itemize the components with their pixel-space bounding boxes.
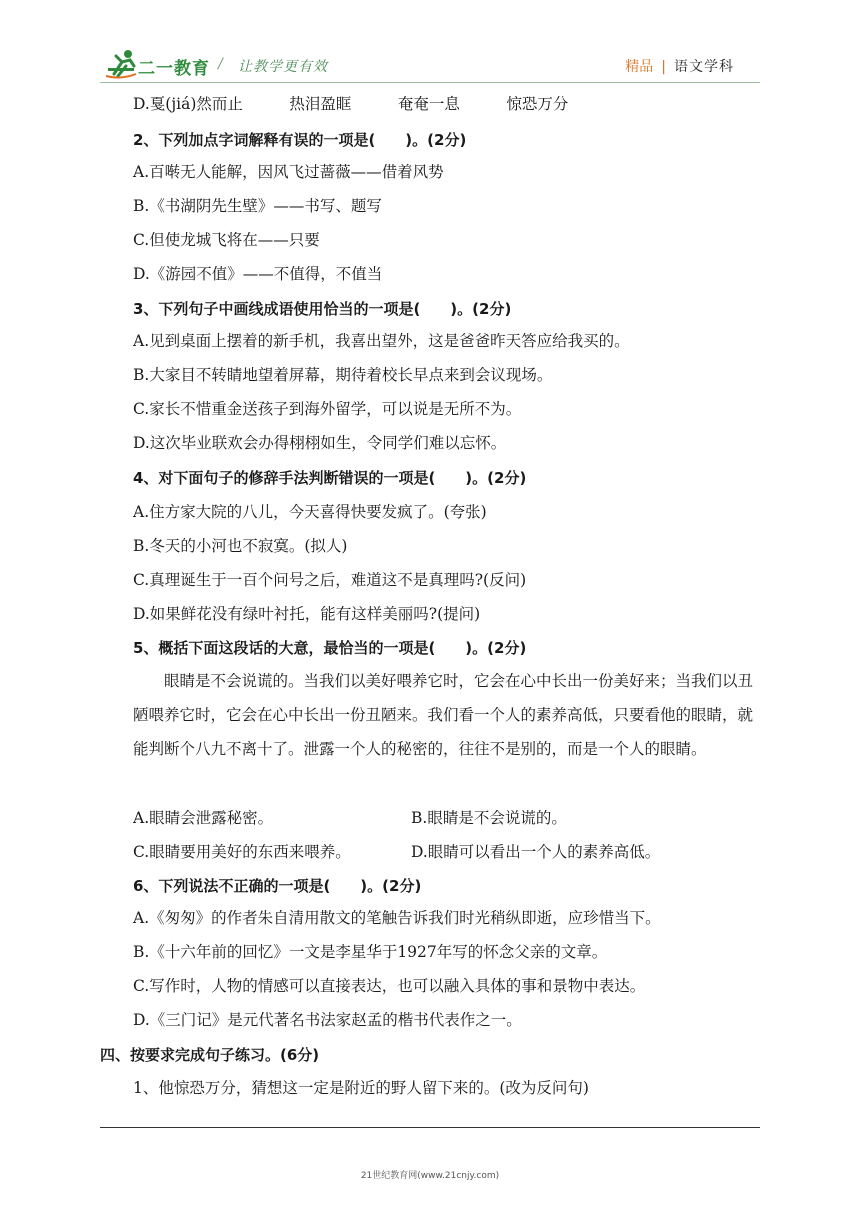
q5-option-c: C.眼睛要用美好的东西来喂养。	[133, 843, 351, 861]
question-5: 5、概括下面这段话的大意，最恰当的一项是( )。(2分)	[133, 639, 527, 657]
q6-option-d: D.《三门记》是元代著名书法家赵孟的楷书代表作之一。	[133, 1011, 522, 1029]
question-3: 3、下列句子中画线成语使用恰当的一项是( )。(2分)	[133, 300, 512, 318]
q2-option-b: B.《书湖阴先生壁》——书写、题写	[133, 197, 382, 215]
q3-option-d: D.这次毕业联欢会办得栩栩如生，令同学们难以忘怀。	[133, 434, 507, 452]
q5-passage: 眼睛是不会说谎的。当我们以美好喂养它时，它会在心中长出一份美好来；当我们以丑陋喂养它时，它会在心中长出一份丑陋来。我们看一个人的素养高低，只要看他的眼睛，就能判断个八九不离十了。泄露一个人的秘密的，往往不是别的，而是一个人的眼睛。	[133, 672, 754, 758]
header-slogan: 让教学更有效	[238, 59, 328, 75]
q2-option-a: A.百啭无人能解，因风飞过蔷薇——借着风势	[133, 163, 444, 181]
q3-option-a: A.见到桌面上摆着的新手机，我喜出望外，这是爸爸昨天答应给我买的。	[133, 332, 630, 350]
question-2: 2、下列加点字词解释有误的一项是( )。(2分)	[133, 131, 467, 149]
q3-option-b: B.大家目不转睛地望着屏幕，期待着校长早点来到会议现场。	[133, 366, 553, 384]
q4-option-a: A.住方家大院的八儿，今天喜得快要发疯了。(夸张)	[133, 503, 487, 521]
page-header	[0, 0, 860, 90]
q5-option-a: A.眼睛会泄露秘密。	[133, 809, 274, 827]
footer-rule	[100, 1127, 760, 1128]
logo-text: 二一教育	[138, 59, 210, 79]
q3-option-c: C.家长不惜重金送孩子到海外留学，可以说是无所不为。	[133, 400, 522, 418]
section-4-heading: 四、按要求完成句子练习。(6分)	[100, 1046, 320, 1064]
s4-question-1: 1、他惊恐万分，猜想这一定是附近的野人留下来的。(改为反问句)	[133, 1079, 589, 1097]
header-divider: |	[661, 59, 666, 75]
q4-option-b: B.冬天的小河也不寂寞。(拟人)	[133, 537, 348, 555]
q5-option-b: B.眼睛是不会说谎的。	[411, 809, 567, 827]
q4-option-c: C.真理诞生于一百个问号之后，难道这不是真理吗?(反问)	[133, 571, 527, 589]
question-6: 6、下列说法不正确的一项是( )。(2分)	[133, 877, 422, 895]
header-right	[625, 56, 734, 76]
header-separator: /	[218, 56, 223, 72]
q6-option-a: A.《匆匆》的作者朱自清用散文的笔触告诉我们时光稍纵即逝，应珍惜当下。	[133, 909, 661, 927]
q1-option-d: D.戛(jiá)然而止 热泪盈眶 奄奄一息 惊恐万分	[133, 95, 569, 113]
question-4: 4、对下面句子的修辞手法判断错误的一项是( )。(2分)	[133, 469, 527, 487]
premium-label: 精品	[625, 59, 654, 75]
q2-option-d: D.《游园不值》——不值得，不值当	[133, 265, 383, 283]
q5-option-d: D.眼睛可以看出一个人的素养高低。	[411, 843, 661, 861]
header-rule	[100, 82, 760, 83]
page-footer: 21世纪教育网(www.21cnjy.com)	[360, 1171, 500, 1181]
q4-option-d: D.如果鲜花没有绿叶衬托，能有这样美丽吗?(提问)	[133, 605, 481, 623]
q6-option-c: C.写作时，人物的情感可以直接表达，也可以融入具体的事和景物中表达。	[133, 977, 646, 995]
q6-option-b: B.《十六年前的回忆》一文是李星华于1927年写的怀念父亲的文章。	[133, 943, 608, 961]
subject-label: 语文学科	[674, 59, 734, 75]
q2-option-c: C.但使龙城飞将在——只要	[133, 231, 320, 249]
